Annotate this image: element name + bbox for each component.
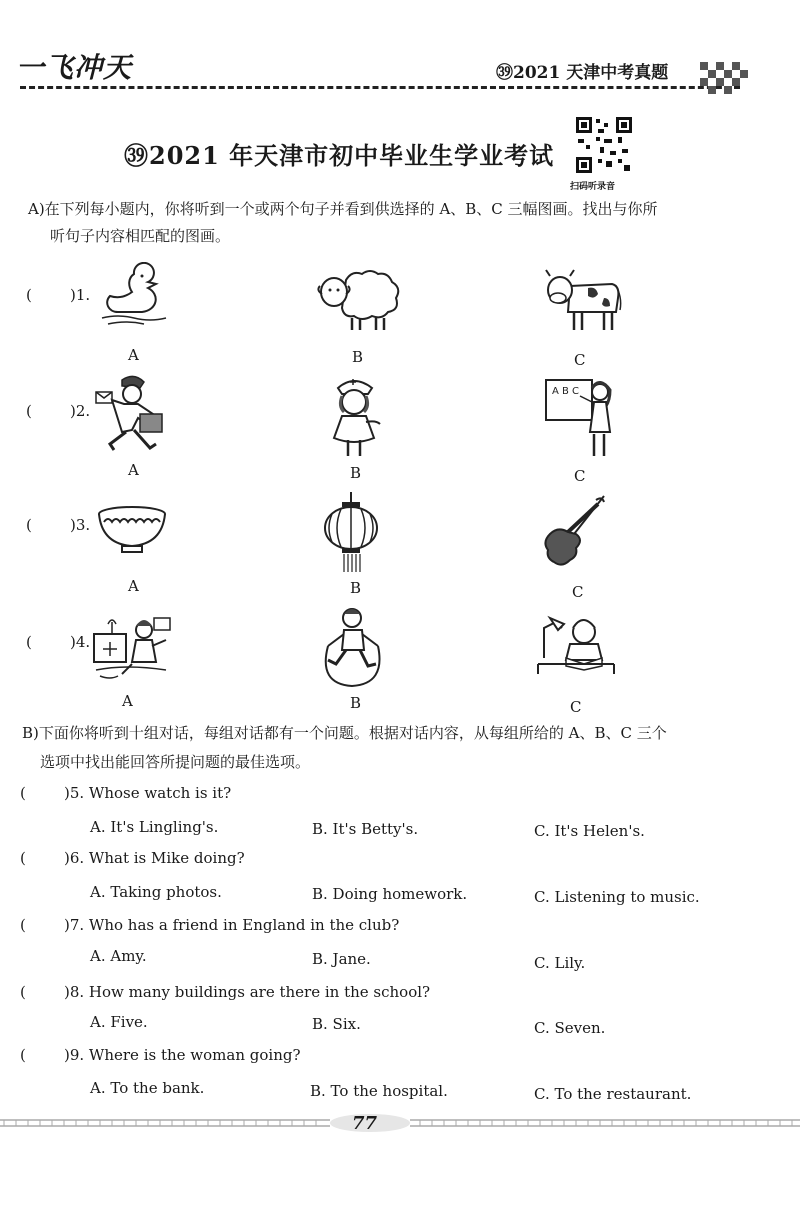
answer-paren[interactable]: ( xyxy=(20,849,26,867)
question-number: )2. xyxy=(70,402,91,420)
answer-paren[interactable]: ( xyxy=(20,916,26,934)
choice-A[interactable]: A. It's Lingling's. xyxy=(90,818,219,836)
header-divider xyxy=(20,86,740,89)
partB-instruction-line1: B)下面你将听到十组对话，每组对话都有一个问题。根据对话内容，从每组所给的 A、B、C 三个 xyxy=(22,724,667,742)
question-text: )9. Where is the woman going? xyxy=(64,1046,301,1064)
choice-C[interactable]: C. Lily. xyxy=(534,954,586,972)
answer-paren[interactable]: ( xyxy=(20,983,26,1001)
page-number: 77 xyxy=(352,1113,378,1134)
jump-rope-boy-icon xyxy=(318,606,388,690)
question-text: )6. What is Mike doing? xyxy=(64,849,245,867)
answer-paren[interactable]: ( xyxy=(26,633,32,651)
question-number: )1. xyxy=(70,286,91,304)
option-label-A: A xyxy=(128,461,139,479)
question-text: )8. How many buildings are there in the school? xyxy=(64,983,431,1001)
option-label-C: C xyxy=(572,583,584,601)
svg-text:A B C: A B C xyxy=(552,386,580,397)
page-title: ㊴2021 年天津市初中毕业生学业考试 xyxy=(124,141,555,170)
brand-logo: 一飞冲天 xyxy=(16,52,133,83)
duck-icon xyxy=(98,262,170,328)
header-exam-title: ㊴2021 天津中考真题 xyxy=(496,63,669,83)
partA-instruction-line2: 听句子内容相匹配的图画。 xyxy=(50,227,231,245)
teacher-icon xyxy=(544,378,616,460)
choice-B[interactable]: B. It's Betty's. xyxy=(312,820,419,838)
checker-decoration xyxy=(700,62,748,94)
answer-paren[interactable]: ( xyxy=(26,402,32,420)
choice-B[interactable]: B. Doing homework. xyxy=(312,885,468,903)
question-number: )4. xyxy=(70,633,91,651)
answer-paren[interactable]: ( xyxy=(26,286,32,304)
answer-paren[interactable]: ( xyxy=(20,1046,26,1064)
reading-boy-icon xyxy=(536,614,616,678)
choice-A[interactable]: A. Five. xyxy=(90,1013,148,1031)
choice-A[interactable]: A. Taking photos. xyxy=(90,883,222,901)
violin-icon xyxy=(538,492,610,568)
footer-pattern xyxy=(0,1112,800,1132)
option-label-A: A xyxy=(128,577,139,595)
choice-A[interactable]: A. Amy. xyxy=(90,947,147,965)
qr-caption: 扫码听录音 xyxy=(570,182,616,192)
choice-C[interactable]: C. Listening to music. xyxy=(534,888,700,906)
option-label-C: C xyxy=(570,698,582,716)
nurse-icon xyxy=(326,374,384,460)
option-label-B: B xyxy=(352,348,364,366)
option-label-C: C xyxy=(574,467,586,485)
postman-icon xyxy=(92,374,172,454)
option-label-C: C xyxy=(574,351,586,369)
partA-instruction-line1: A)在下列每小题内，你将听到一个或两个句子并看到供选择的 A、B、C 三幅图画。找出与你所 xyxy=(28,200,658,218)
cleaning-girl-icon xyxy=(92,612,174,682)
choice-B[interactable]: B. Jane. xyxy=(312,950,371,968)
qr-code-icon[interactable] xyxy=(574,115,634,175)
choice-C[interactable]: C. It's Helen's. xyxy=(534,822,645,840)
question-number: )3. xyxy=(70,516,91,534)
option-label-B: B xyxy=(350,464,362,482)
option-label-B: B xyxy=(350,694,362,712)
partB-instruction-line2: 选项中找出能回答所提问题的最佳选项。 xyxy=(40,753,311,771)
sheep-icon xyxy=(316,266,402,332)
choice-C[interactable]: C. To the restaurant. xyxy=(534,1085,692,1103)
choice-B[interactable]: B. Six. xyxy=(312,1015,361,1033)
answer-paren[interactable]: ( xyxy=(20,784,26,802)
choice-C[interactable]: C. Seven. xyxy=(534,1019,606,1037)
bowl-icon xyxy=(96,504,168,556)
choice-B[interactable]: B. To the hospital. xyxy=(310,1082,448,1100)
question-text: )7. Who has a friend in England in the club? xyxy=(64,916,400,934)
option-label-B: B xyxy=(350,579,362,597)
lantern-icon xyxy=(322,492,380,574)
cow-icon xyxy=(544,264,622,334)
question-text: )5. Whose watch is it? xyxy=(64,784,232,802)
answer-paren[interactable]: ( xyxy=(26,516,32,534)
choice-A[interactable]: A. To the bank. xyxy=(90,1079,205,1097)
option-label-A: A xyxy=(122,692,133,710)
option-label-A: A xyxy=(128,346,139,364)
